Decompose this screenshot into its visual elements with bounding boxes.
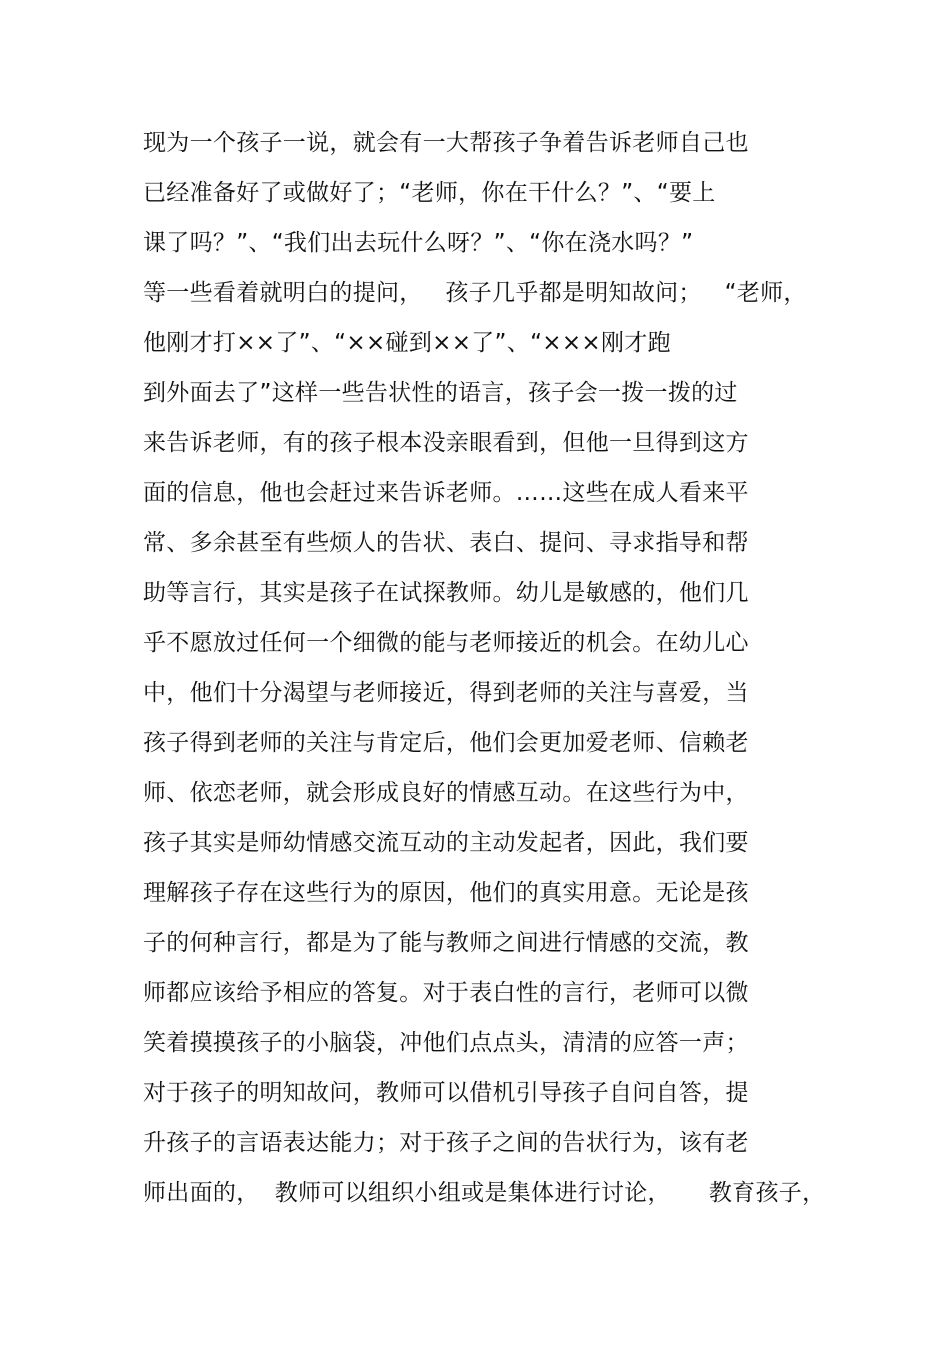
text-line: 来告诉老师，有的孩子根本没亲眼看到，但他一旦得到这方	[143, 430, 749, 456]
text-line: 乎不愿放过任何一个细微的能与老师接近的机会。在幼儿心	[143, 630, 749, 656]
text-line: 师、依恋老师，就会形成良好的情感互动。在这些行为中，	[143, 780, 749, 806]
text-line: 孩子其实是师幼情感交流互动的主动发起者，因此，我们要	[143, 830, 749, 856]
text-line: 对于孩子的明知故问，教师可以借机引导孩子自问自答，提	[143, 1080, 749, 1106]
text-line: 中，他们十分渴望与老师接近，得到老师的关注与喜爱，当	[143, 680, 749, 706]
text-line: 孩子得到老师的关注与肯定后，他们会更加爱老师、信赖老	[143, 730, 749, 756]
text-line: 助等言行，其实是孩子在试探教师。幼儿是敏感的，他们几	[143, 580, 749, 606]
text-line: 等一些看着就明白的提问， 孩子几乎都是明知故问； “老师，	[143, 280, 807, 306]
text-line: 理解孩子存在这些行为的原因，他们的真实用意。无论是孩	[143, 880, 749, 906]
text-line: 子的何种言行，都是为了能与教师之间进行情感的交流，教	[143, 930, 749, 956]
text-line: 笑着摸摸孩子的小脑袋，冲他们点点头，清清的应答一声；	[143, 1030, 749, 1056]
text-line: 课了吗？”、“我们出去玩什么呀？”、“你在浇水吗？”	[143, 230, 694, 256]
text-line: 常、多余甚至有些烦人的告状、表白、提问、寻求指导和帮	[143, 530, 749, 556]
text-line: 师出面的， 教师可以组织小组或是集体进行讨论， 教育孩子，	[143, 1180, 826, 1206]
text-line: 他刚才打××了”、“××碰到××了”、“×××刚才跑	[143, 330, 671, 356]
text-line: 师都应该给予相应的答复。对于表白性的言行，老师可以微	[143, 980, 749, 1006]
text-line: 升孩子的言语表达能力；对于孩子之间的告状行为，该有老	[143, 1130, 749, 1156]
text-line: 到外面去了”这样一些告状性的语言，孩子会一拨一拨的过	[143, 380, 738, 406]
body-text	[143, 118, 826, 1218]
text-line: 已经准备好了或做好了；“老师，你在干什么？”、“要上	[143, 180, 716, 206]
text-line: 面的信息，他也会赶过来告诉老师。……这些在成人看来平	[143, 480, 749, 506]
text-line: 现为一个孩子一说，就会有一大帮孩子争着告诉老师自己也	[143, 130, 749, 156]
